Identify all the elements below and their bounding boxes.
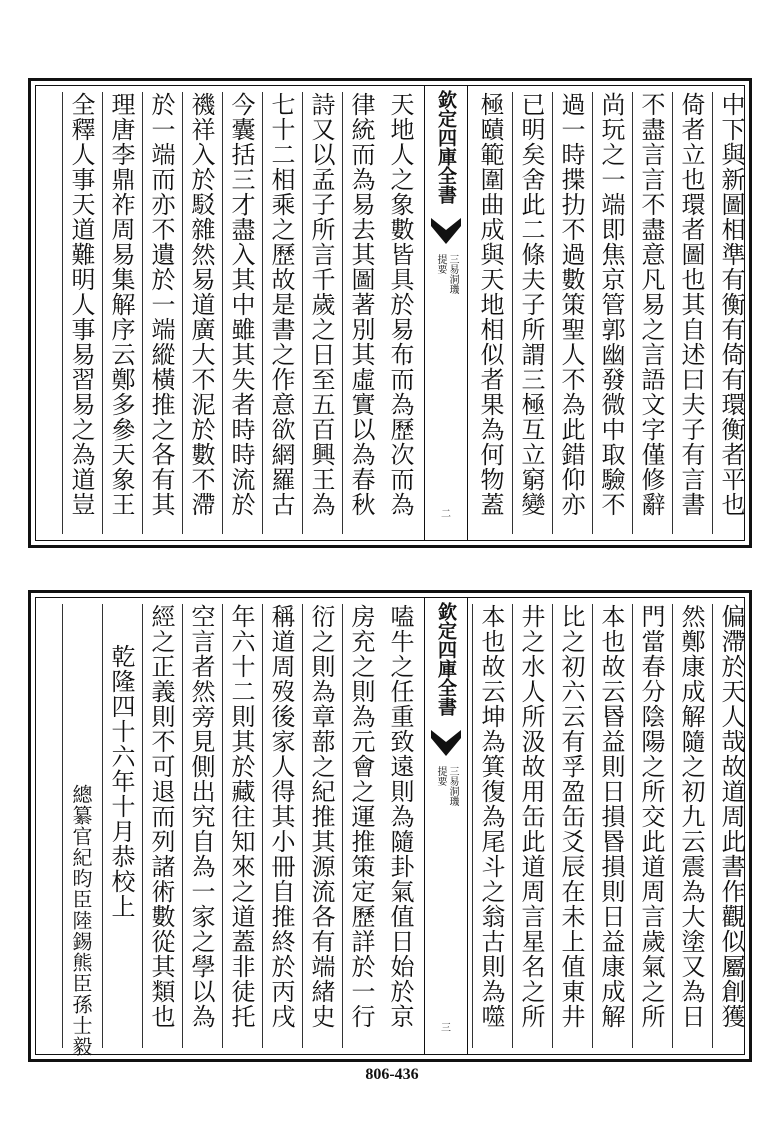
text-column: 本也故云昬益則日損昬損則日益康成解 (592, 604, 629, 1048)
colophon-date-column: 乾隆四十六年十月恭校上 (102, 604, 139, 1048)
text-column: 極賾範圍曲成與天地相似者果為何物蓋 (476, 92, 504, 517)
text-column: 嗑牛之任重致遠則為隨卦氣值日始於京 (386, 604, 414, 1029)
text-column: 禨祥入於駁雜然易道廣大不泥於數不滯 (182, 92, 219, 534)
banner-subtitle-book: 三易洞璣 (447, 766, 458, 806)
banner-title: 欽定四庫全書 (435, 602, 457, 716)
banner-page-number: 二 (441, 509, 451, 520)
text-column: 尚玩之一端即焦京管郭幽發微中取驗不 (592, 92, 629, 534)
text-column: 已明矣舍此二條夫子所謂三極互立窮變 (512, 92, 549, 534)
upper-page (28, 78, 752, 548)
text-column: 本也故云坤為箕復為尾斗之翁古則為噬 (472, 604, 509, 1048)
text-column: 今囊括三才盡入其中雖其失者時時流於 (222, 92, 259, 534)
text-column: 律統而為易去其圖著別其虛實以為春秋 (342, 92, 379, 534)
text-column: 詩又以孟子所言千歲之日至五百興王為 (302, 92, 339, 534)
text-column: 門當春分陰陽之所交此道周言歲氣之所 (632, 604, 669, 1048)
fish-tail-icon (431, 218, 461, 244)
center-banner (424, 598, 468, 1054)
text-column: 理唐李鼎祚周易集解序云鄭多參天象王 (102, 92, 139, 534)
fish-tail-icon (431, 730, 461, 756)
text-column: 七十二相乘之歷故是書之作意欲網羅古 (262, 92, 299, 534)
banner-title: 欽定四庫全書 (435, 90, 457, 204)
page-number: 806-436 (365, 1066, 419, 1083)
text-column: 倚者立也環者圖也其自述曰夫子有言書 (672, 92, 709, 534)
lower-page-frame (35, 597, 745, 1055)
banner-subtitle-category: 提要 (435, 766, 446, 786)
text-column: 經之正義則不可退而列諸術數從其類也 (142, 604, 179, 1048)
banner-subtitle-book: 三易洞璣 (447, 254, 458, 294)
text-column: 中下與新圖相準有衡有倚有環衡者平也 (712, 92, 749, 534)
text-column: 偏滯於天人哉故道周此書作觀似屬創獲 (712, 604, 749, 1048)
text-column: 衍之則為章蔀之紀推其源流各有端緒史 (302, 604, 339, 1048)
banner-subtitle-category: 提要 (435, 254, 446, 274)
text-column: 然鄭康成解隨之初九云震為大塗又為日 (672, 604, 709, 1048)
text-column: 井之水人所汲故用缶此道周言星名之所 (512, 604, 549, 1048)
text-column: 房充之則為元會之運推策定歷詳於一行 (342, 604, 379, 1048)
text-column: 於一端而亦不遺於一端縱橫推之各有其 (142, 92, 179, 534)
center-banner (424, 86, 468, 540)
banner-page-number: 三 (441, 1023, 451, 1034)
text-column: 稱道周歿後家人得其小冊自推終於丙戌 (262, 604, 299, 1048)
text-column: 比之初六云有孚盈缶爻辰在未上值東井 (552, 604, 589, 1048)
lower-page (28, 590, 752, 1062)
text-column: 天地人之象數皆具於易布而為歷次而為 (386, 92, 414, 517)
text-column: 年六十二則其於藏往知來之道蓋非徒托 (222, 604, 259, 1048)
upper-page-frame (35, 85, 745, 541)
text-column: 全釋人事天道難明人事易習易之為道豈 (62, 92, 99, 534)
colophon-editors-column: 總纂官紀昀臣陸錫熊臣孫士毅 (62, 604, 99, 1048)
text-column: 過一時揲扐不過數策聖人不為此錯仰亦 (552, 92, 589, 534)
text-column: 不盡言言不盡意凡易之言語文字僅修辭 (632, 92, 669, 534)
text-column: 空言者然旁見側出究自為一家之學以為 (182, 604, 219, 1048)
